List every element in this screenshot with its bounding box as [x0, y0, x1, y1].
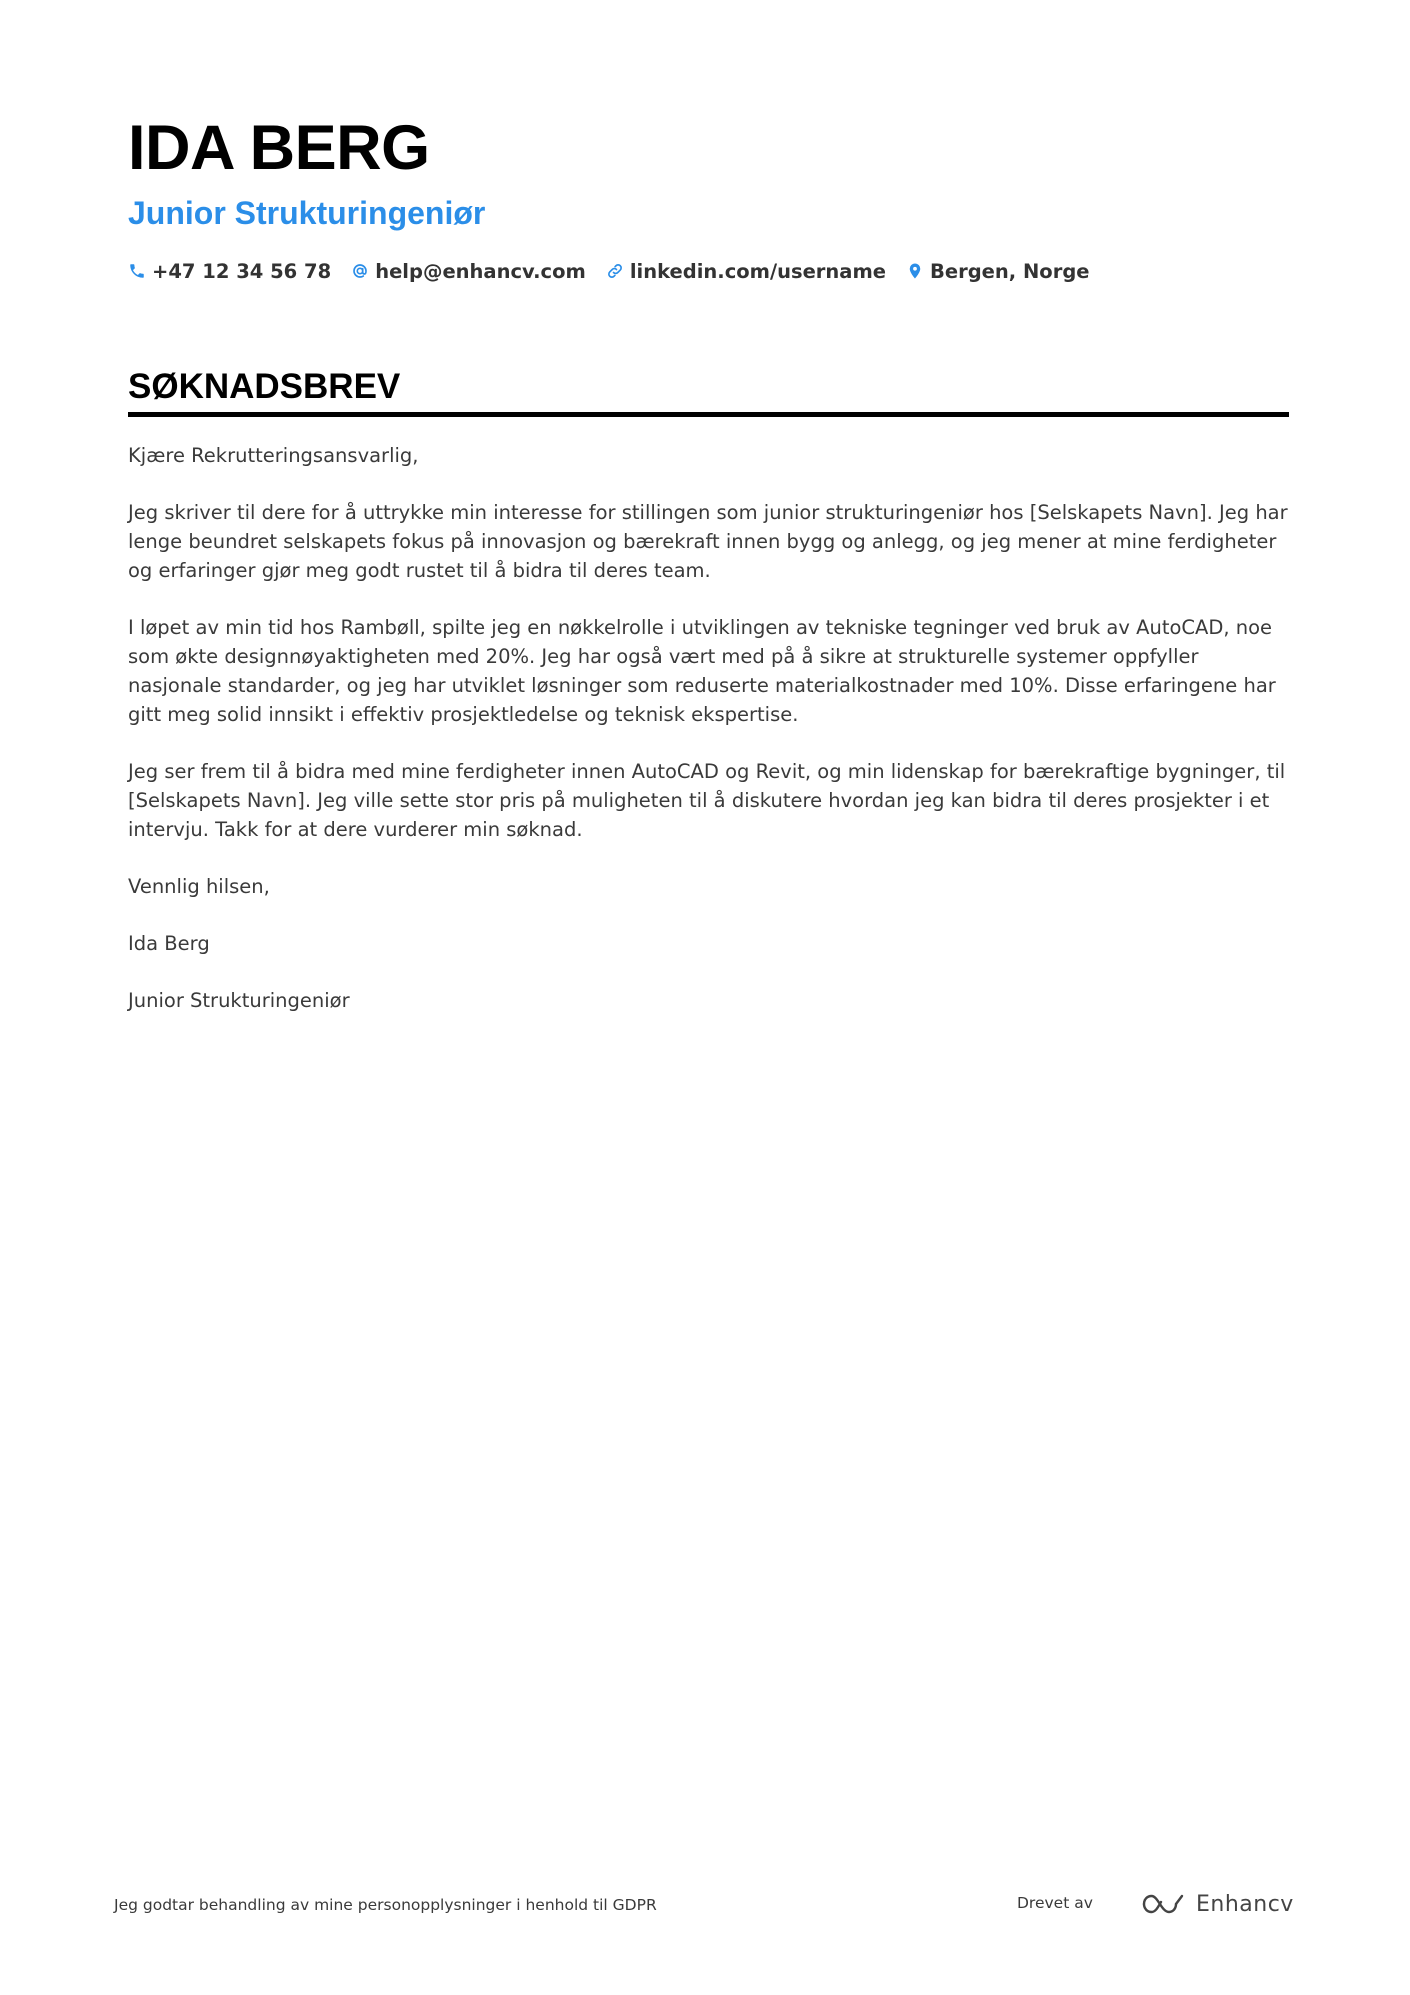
enhancv-brand[interactable]	[1140, 1888, 1294, 1920]
letter-closing: Vennlig hilsen,	[128, 875, 270, 898]
letter-greeting: Kjære Rekrutteringsansvarlig,	[128, 444, 419, 467]
letter-signature-name: Ida Berg	[128, 932, 210, 955]
letter-paragraph-3: Jeg ser frem til å bidra med mine ferdigheter innen AutoCAD og Revit, og min lidenskap for bærekraftige bygninger, til [Selskapets Navn]. Jeg ville sette stor pris på muligheten til å diskutere hvordan jeg kan bidra til deres prosjekter i et intervju. Takk for at dere vurderer min søknad.	[128, 760, 1286, 841]
candidate-job-title: Junior Strukturingeniør	[128, 195, 486, 231]
at-icon	[351, 261, 369, 281]
letter-paragraph-1: Jeg skriver til dere for å uttrykke min interesse for stillingen som junior strukturingeniør hos [Selskapets Navn]. Jeg har lenge beundret selskapets fokus på innovasjon og bærekraft innen bygg og anlegg, og jeg mener at mine ferdigheter og erfaringer gjør meg godt rustet til å bidra til deres team.	[128, 501, 1288, 582]
contact-linkedin-text[interactable]: linkedin.com/username	[629, 259, 887, 283]
section-divider	[128, 412, 1289, 417]
contact-email[interactable]	[351, 260, 586, 283]
powered-by-text: Drevet av	[1017, 1894, 1093, 1912]
gdpr-consent-text: Jeg godtar behandling av mine personopplysninger i henhold til GDPR	[114, 1896, 657, 1914]
contact-email-text[interactable]: help@enhancv.com	[375, 259, 586, 283]
footer	[114, 1886, 1294, 1926]
cover-letter-section	[128, 364, 1289, 1043]
letter-paragraph-2: I løpet av min tid hos Rambøll, spilte jeg en nøkkelrolle i utviklingen av tekniske tegninger ved bruk av AutoCAD, noe som økte designnøyaktigheten med 20%. Jeg har også vært med på å sikre at strukturelle systemer oppfyller nasjonale standarder, og jeg har utviklet løsninger som reduserte materialkostnader med 10%. Disse erfaringene har gitt meg solid innsikt i effektiv prosjektledelse og teknisk ekspertise.	[128, 616, 1276, 726]
location-pin-icon	[906, 261, 924, 281]
contact-location	[906, 260, 1090, 283]
section-title: SØKNADSBREV	[128, 367, 401, 406]
contact-phone	[128, 260, 331, 283]
contact-phone-text: +47 12 34 56 78	[152, 259, 332, 283]
phone-icon	[128, 261, 146, 281]
enhancv-brand-name[interactable]: Enhancv	[1196, 1891, 1294, 1917]
contact-linkedin[interactable]	[606, 260, 886, 283]
letter-body	[128, 441, 1289, 1015]
contact-location-text: Bergen, Norge	[930, 259, 1090, 283]
link-icon	[606, 261, 624, 281]
candidate-name: IDA BERG	[128, 113, 430, 183]
enhancv-logo-icon	[1140, 1891, 1186, 1917]
letter-signature-title: Junior Strukturingeniør	[128, 989, 350, 1012]
contact-info	[128, 254, 1288, 288]
header	[128, 108, 1288, 288]
